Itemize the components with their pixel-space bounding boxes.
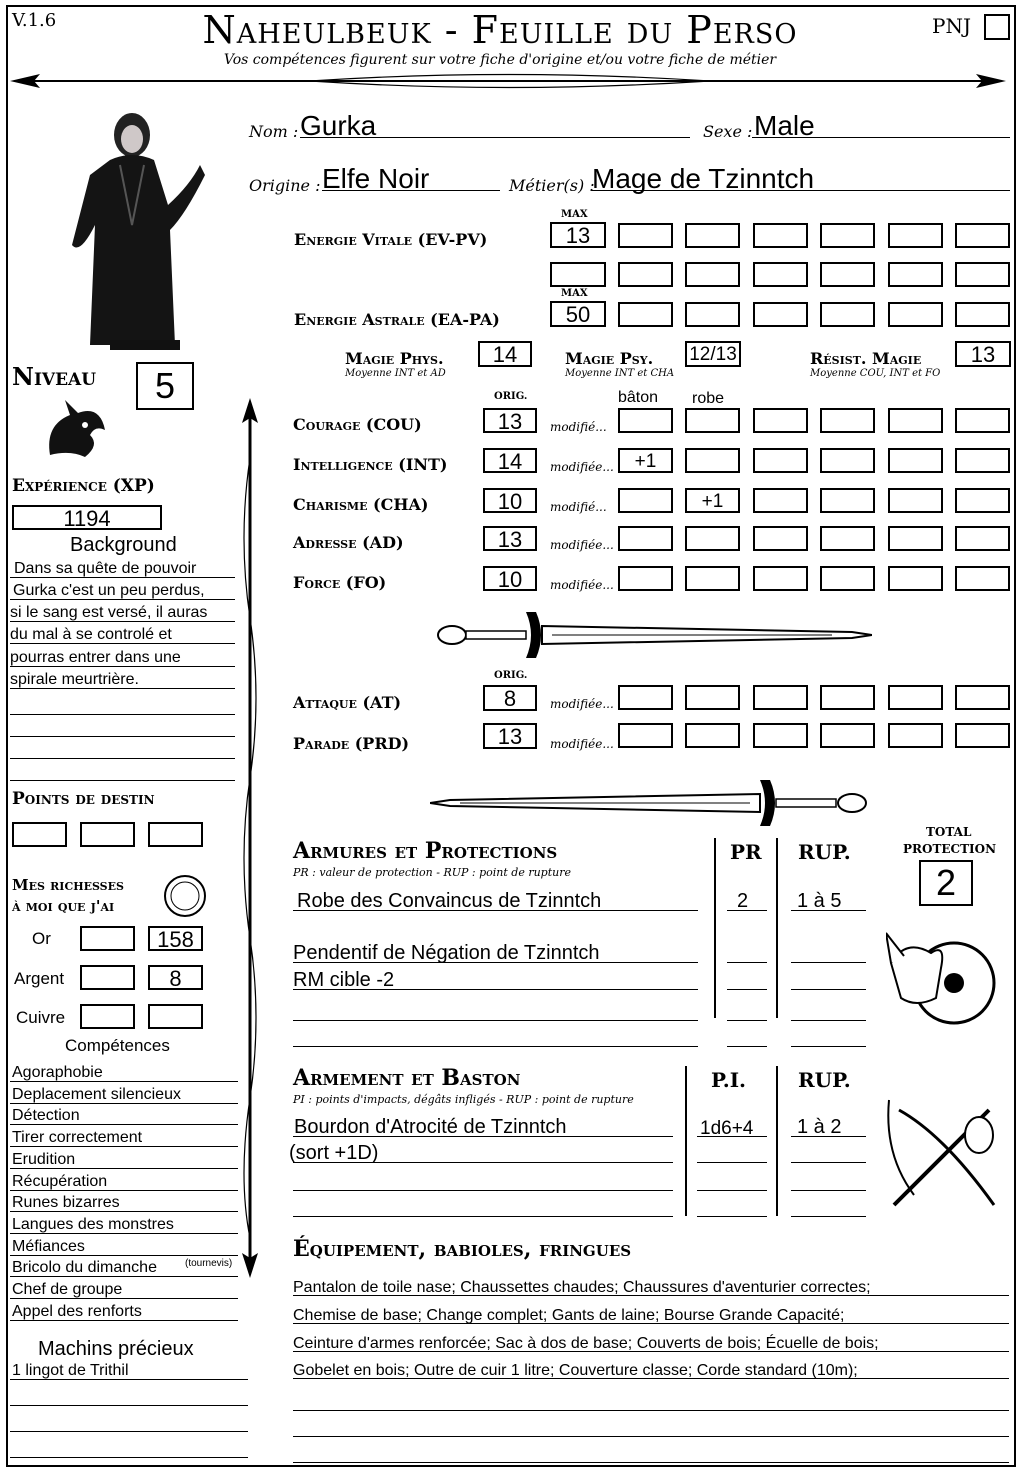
coin-icon — [162, 873, 208, 919]
armure-rup-rule — [791, 962, 866, 963]
origine-label: Origine : — [249, 176, 321, 195]
ea-max-label: MAX — [561, 288, 588, 299]
metier-field[interactable]: Mage de Tzinntch — [592, 163, 815, 194]
ev-box[interactable] — [820, 223, 875, 248]
metier-label: Métier(s) : — [509, 176, 595, 195]
ev-box[interactable] — [820, 262, 875, 287]
pnj-checkbox[interactable] — [984, 14, 1010, 40]
ea-box[interactable] — [820, 302, 875, 327]
argent-box-empty[interactable] — [80, 965, 135, 990]
armement-title: Armement et Baston — [293, 1065, 521, 1091]
prd-value[interactable]: 13 — [483, 723, 537, 749]
xp-label: Expérience (XP) — [12, 476, 155, 496]
armure-rup[interactable]: 1 à 5 — [797, 890, 842, 912]
stat-label: Courage (COU) — [293, 415, 422, 434]
competence-item[interactable]: Bricolo du dimanche — [12, 1259, 157, 1277]
sword-icon — [432, 610, 872, 660]
ev-box[interactable] — [753, 223, 808, 248]
stat-value[interactable]: 10 — [483, 566, 537, 591]
stat-mod-label: modifiée... — [550, 460, 614, 474]
ea-box[interactable] — [955, 302, 1010, 327]
sexe-field[interactable]: Male — [754, 110, 815, 141]
ea-label: Energie Astrale (EA-PA) — [294, 310, 500, 329]
nom-label: Nom : — [249, 122, 299, 141]
at-mod-box[interactable] — [955, 685, 1010, 710]
resist-magie-value[interactable]: 13 — [955, 341, 1011, 367]
background-rule — [10, 758, 235, 759]
total-label-1: TOTAL — [926, 825, 972, 839]
background-line[interactable]: pourras entrer dans une — [10, 649, 181, 666]
prd-mod-box[interactable] — [955, 723, 1010, 748]
stat-mod-box[interactable] — [753, 408, 808, 433]
stat-mod-box[interactable] — [685, 408, 740, 433]
spear-divider-icon — [10, 70, 1006, 92]
armure-name[interactable]: RM cible -2 — [293, 969, 395, 991]
character-portrait — [50, 105, 210, 355]
combat-orig-label: ORIG. — [494, 670, 528, 681]
stat-mod-box[interactable]: +1 — [618, 448, 673, 473]
ev-box[interactable] — [955, 262, 1010, 287]
armure-rule — [293, 1046, 698, 1047]
destin-label: Points de destin — [12, 789, 155, 809]
armure-name[interactable]: Robe des Convaincus de Tzinntch — [297, 890, 602, 912]
competence-item[interactable]: Runes bizarres — [12, 1194, 120, 1212]
cuivre-box-empty[interactable] — [80, 1004, 135, 1029]
armure-pr[interactable]: 2 — [737, 890, 749, 912]
arme-rup[interactable]: 1 à 2 — [797, 1116, 842, 1138]
magie-psy-label: Magie Psy. — [565, 349, 654, 368]
stat-mod-box[interactable] — [618, 488, 673, 513]
version-label: V.1.6 — [12, 10, 57, 31]
prd-mod-box[interactable] — [753, 723, 808, 748]
armement-subtitle: PI : points d'impacts, dégâts infligés - RUP : point de rupture — [293, 1093, 634, 1106]
stat-mod-label: modifiée... — [550, 578, 614, 592]
stat-mod-box[interactable] — [955, 488, 1010, 513]
background-title: Background — [70, 534, 177, 556]
pnj-label: PNJ — [932, 14, 971, 38]
stat-mod-box[interactable] — [888, 408, 943, 433]
dragon-icon — [40, 395, 110, 465]
stat-mod-box[interactable] — [955, 526, 1010, 551]
at-label: Attaque (AT) — [293, 693, 402, 712]
sheet-title: Naheulbeuk - Feuille du Perso — [202, 8, 798, 52]
ev-box[interactable] — [550, 262, 606, 287]
crossed-weapons-icon — [884, 1095, 1006, 1217]
cuivre-label: Cuivre — [16, 1008, 66, 1027]
arme-rup-rule — [791, 1190, 866, 1191]
background-line[interactable]: spirale meurtrière. — [10, 671, 139, 688]
stat-mod-box[interactable] — [820, 488, 875, 513]
stat-mod-box[interactable] — [753, 566, 808, 591]
bricolo-note: (tournevis) — [185, 1258, 233, 1269]
sexe-label: Sexe : — [703, 122, 753, 141]
or-label: Or — [32, 929, 51, 948]
magie-phys-label: Magie Phys. — [345, 349, 444, 368]
stat-mod-box[interactable] — [888, 526, 943, 551]
ev-box[interactable] — [685, 223, 740, 248]
total-label-2: PROTECTION — [903, 842, 997, 856]
stat-mod-box[interactable] — [820, 448, 875, 473]
destin-box-3[interactable] — [148, 822, 203, 847]
stats-orig-label: ORIG. — [494, 391, 528, 402]
prd-mod-box[interactable] — [820, 723, 875, 748]
argent-value[interactable]: 8 — [148, 965, 203, 990]
stat-value[interactable]: 13 — [483, 408, 537, 433]
stat-mod-box[interactable] — [753, 488, 808, 513]
stat-mod-box[interactable] — [888, 566, 943, 591]
arme-pi[interactable]: 1d6+4 — [700, 1118, 754, 1139]
precieux-rule — [10, 1431, 248, 1432]
xp-value[interactable]: 1194 — [12, 505, 162, 530]
niveau-label: Niveau — [12, 362, 97, 391]
stat-label: Adresse (AD) — [293, 533, 404, 552]
ea-box[interactable] — [753, 302, 808, 327]
equipement-line[interactable]: Chemise de base; Change complet; Gants de laine; Bourse Grande Capacité; — [293, 1307, 845, 1324]
armures-pr-header: PR — [730, 840, 762, 864]
ea-box[interactable] — [685, 302, 740, 327]
magie-phys-value[interactable]: 14 — [478, 341, 532, 367]
stat-mod-box[interactable] — [955, 408, 1010, 433]
armures-title: Armures et Protections — [293, 838, 558, 864]
col-robe-label: robe — [692, 390, 725, 407]
competence-item[interactable]: Erudition — [12, 1150, 76, 1168]
ev-box[interactable] — [618, 262, 673, 287]
destin-box-2[interactable] — [80, 822, 135, 847]
armures-subtitle: PR : valeur de protection - RUP : point de rupture — [293, 866, 571, 879]
background-rule — [10, 780, 235, 781]
or-box-empty[interactable] — [80, 926, 135, 951]
equipement-line[interactable]: Gobelet en bois; Outre de cuir 1 litre; Couverture classe; Corde standard (10m); — [293, 1362, 858, 1379]
arme-pi-rule — [697, 1190, 767, 1191]
competence-item[interactable]: Agoraphobie — [12, 1064, 103, 1081]
or-value[interactable]: 158 — [148, 926, 203, 951]
armement-rup-header: RUP. — [798, 1068, 851, 1092]
competence-item[interactable]: Langues des monstres — [12, 1215, 174, 1233]
equipement-line[interactable]: Pantalon de toile nase; Chaussettes chaudes; Chaussures d'aventurier correctes; — [293, 1279, 871, 1296]
stat-mod-box[interactable] — [618, 526, 673, 551]
magie-psy-note: Moyenne INT et CHA — [565, 368, 675, 379]
equipement-rule — [293, 1410, 1009, 1411]
prd-mod-box[interactable] — [685, 723, 740, 748]
col-baton-label: bâton — [618, 389, 659, 406]
armement-pi-header: P.I. — [711, 1068, 747, 1092]
prd-mod-box[interactable] — [888, 723, 943, 748]
equipement-rule — [293, 1462, 1009, 1463]
arme-rup-rule — [791, 1216, 866, 1217]
background-line[interactable]: du mal à se controlé et — [10, 626, 172, 643]
ev-max-value[interactable]: 13 — [550, 222, 606, 248]
destin-box-1[interactable] — [12, 822, 67, 847]
total-protection-value[interactable]: 2 — [919, 860, 973, 906]
stat-value[interactable]: 10 — [483, 488, 537, 513]
resist-magie-note: Moyenne COU, INT et FO — [810, 368, 941, 379]
richesses-label-1: Mes richesses — [12, 876, 124, 894]
arme-name[interactable]: (sort +1D) — [289, 1142, 379, 1164]
armure-name[interactable]: Pendentif de Négation de Tzinntch — [293, 942, 600, 964]
niveau-value[interactable]: 5 — [136, 362, 194, 410]
precieux-title: Machins précieux — [38, 1338, 194, 1360]
stat-mod-box[interactable] — [888, 448, 943, 473]
background-line[interactable]: si le sang est versé, il auras — [10, 604, 208, 621]
helmet-shield-icon — [886, 928, 1001, 1038]
resist-magie-label: Résist. Magie — [810, 349, 922, 368]
competence-item[interactable]: Deplacement silencieux — [12, 1085, 181, 1103]
stat-label: Intelligence (INT) — [293, 455, 448, 474]
armures-rup-header: RUP. — [798, 840, 851, 864]
stat-mod-box[interactable] — [685, 526, 740, 551]
competence-item[interactable]: Chef de groupe — [12, 1281, 123, 1298]
stat-mod-box[interactable] — [753, 526, 808, 551]
arme-pi-rule — [697, 1216, 767, 1217]
arme-rup-rule — [791, 1162, 866, 1163]
stat-mod-box[interactable] — [955, 566, 1010, 591]
stat-mod-box[interactable] — [820, 526, 875, 551]
stat-mod-box[interactable] — [820, 566, 875, 591]
stat-mod-box[interactable] — [753, 448, 808, 473]
stat-mod-box[interactable]: +1 — [685, 488, 740, 513]
stat-mod-box[interactable] — [618, 408, 673, 433]
precieux-item[interactable]: 1 lingot de Trithil — [12, 1362, 129, 1379]
at-mod-box[interactable] — [685, 685, 740, 710]
prd-mod-label: modifiée... — [550, 737, 614, 751]
at-mod-box[interactable] — [888, 685, 943, 710]
staff-divider-icon — [236, 398, 264, 1278]
stat-mod-label: modifié... — [550, 420, 607, 434]
background-line[interactable]: Gurka c'est un peu perdus, — [13, 582, 205, 599]
prd-mod-box[interactable] — [618, 723, 673, 748]
stat-mod-box[interactable] — [888, 488, 943, 513]
arme-rule — [293, 1190, 673, 1191]
nom-field[interactable]: Gurka — [300, 110, 377, 141]
ea-box[interactable] — [618, 302, 673, 327]
ev-box[interactable] — [955, 223, 1010, 248]
armure-pr-rule — [727, 962, 767, 963]
stat-mod-label: modifiée... — [550, 538, 614, 552]
stat-value[interactable]: 13 — [483, 526, 537, 551]
competence-item[interactable]: Détection — [12, 1107, 80, 1125]
ev-box[interactable] — [888, 262, 943, 287]
ev-box[interactable] — [888, 223, 943, 248]
competence-item[interactable]: Méfiances — [12, 1237, 85, 1255]
stat-mod-box[interactable] — [685, 448, 740, 473]
prd-label: Parade (PRD) — [293, 734, 410, 753]
equipement-rule — [293, 1436, 1009, 1437]
armure-pr-rule — [727, 1046, 767, 1047]
stat-mod-box[interactable] — [685, 566, 740, 591]
armure-rup-rule — [791, 1046, 866, 1047]
equipement-title: Équipement, babioles, fringues — [293, 1236, 632, 1262]
cuivre-value[interactable] — [148, 1004, 203, 1029]
richesses-label-2: à moi que j'ai — [12, 897, 115, 915]
ev-box[interactable] — [685, 262, 740, 287]
competences-title: Compétences — [65, 1036, 170, 1055]
stat-mod-box[interactable] — [618, 566, 673, 591]
sheet-subtitle: Vos compétences figurent sur votre fiche d'origine et/ou votre fiche de métier — [223, 52, 777, 68]
armure-pr-rule — [727, 1020, 767, 1021]
at-mod-box[interactable] — [820, 685, 875, 710]
stat-label: Charisme (CHA) — [293, 495, 429, 514]
ev-box[interactable] — [753, 262, 808, 287]
ea-max-value[interactable]: 50 — [550, 301, 606, 327]
background-rule — [10, 714, 235, 715]
precieux-rule — [10, 1457, 248, 1458]
stat-mod-box[interactable] — [955, 448, 1010, 473]
armure-rup-rule — [791, 989, 866, 990]
arme-pi-rule — [697, 1162, 767, 1163]
competence-item[interactable]: Appel des renforts — [12, 1302, 142, 1320]
precieux-rule — [10, 1405, 248, 1406]
sword-2-icon — [430, 778, 872, 828]
competence-item[interactable]: Récupération — [12, 1172, 108, 1190]
ea-box[interactable] — [888, 302, 943, 327]
competence-item[interactable]: Tirer correctement — [12, 1129, 143, 1147]
armure-pr-rule — [727, 989, 767, 990]
ev-label: Energie Vitale (EV-PV) — [294, 230, 488, 249]
at-value[interactable]: 8 — [483, 685, 537, 711]
background-line[interactable]: Dans sa quête de pouvoir — [14, 560, 197, 577]
stat-mod-box[interactable] — [820, 408, 875, 433]
armure-rup-rule — [791, 1020, 866, 1021]
equipement-line[interactable]: Ceinture d'armes renforcée; Sac à dos de base; Couverts de bois; Écuelle de bois; — [293, 1335, 879, 1352]
stat-value[interactable]: 14 — [483, 448, 537, 473]
origine-field[interactable]: Elfe Noir — [322, 163, 430, 194]
argent-label: Argent — [14, 969, 65, 988]
magie-psy-value[interactable]: 12/13 — [685, 341, 741, 367]
ev-box[interactable] — [618, 223, 673, 248]
background-rule — [10, 736, 235, 737]
at-mod-box[interactable] — [753, 685, 808, 710]
magie-phys-note: Moyenne INT et AD — [345, 368, 446, 379]
armure-rule — [293, 1020, 698, 1021]
arme-rule — [293, 1216, 673, 1217]
arme-name[interactable]: Bourdon d'Atrocité de Tzinntch — [294, 1116, 567, 1138]
at-mod-label: modifiée... — [550, 697, 614, 711]
ev-max-label: MAX — [561, 209, 588, 220]
stat-mod-label: modifié... — [550, 500, 607, 514]
stat-label: Force (FO) — [293, 573, 387, 592]
at-mod-box[interactable] — [618, 685, 673, 710]
